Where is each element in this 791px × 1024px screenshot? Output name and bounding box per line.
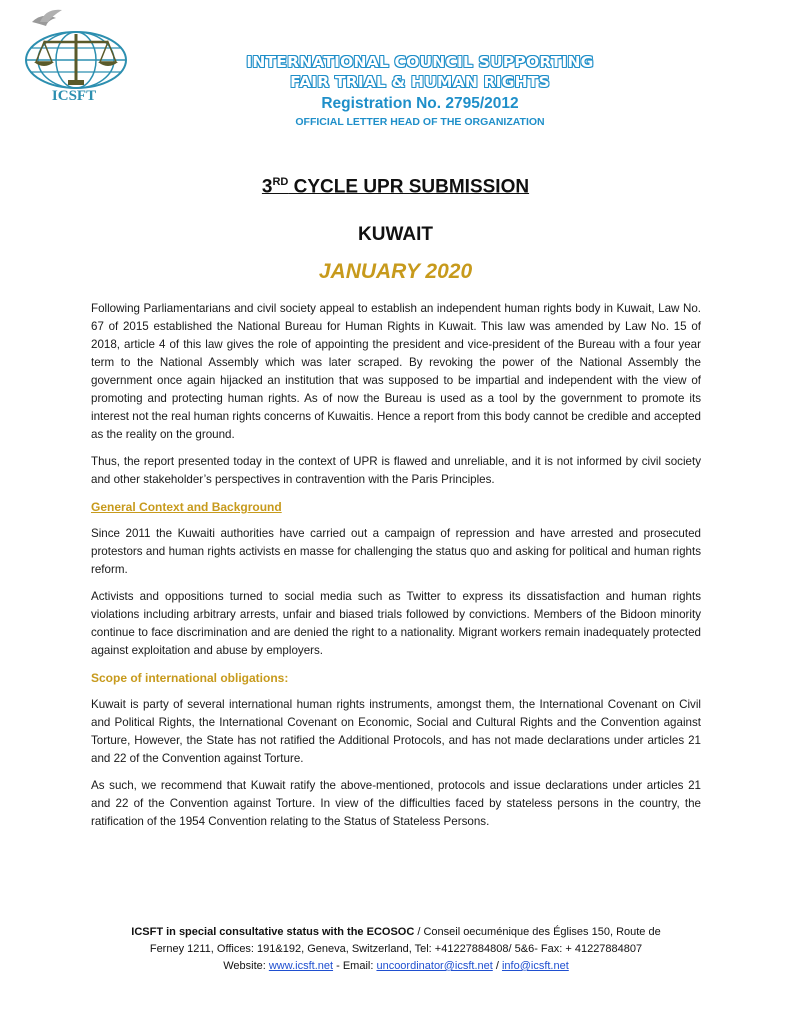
page-footer bbox=[90, 924, 702, 975]
logo-text: ICSFT bbox=[51, 88, 97, 104]
email-link-info[interactable]: info@icsft.net bbox=[501, 960, 569, 972]
document-title-block bbox=[0, 176, 791, 284]
section-heading-scope: Scope of international obligations: bbox=[91, 671, 289, 685]
organization-header bbox=[150, 52, 690, 130]
letterhead-caption: OFFICIAL LETTER HEAD OF THE ORGANIZATION bbox=[295, 116, 545, 128]
footer-line2: Ferney 1211, Offices: 191&192, Geneva, Switzerland, Tel: +41227884808/ 5&6- Fax: + 41227884807 bbox=[149, 943, 643, 955]
paragraph-activists: Activists and oppositions turned to social media such as Twitter to express its dissatisfaction and human rights violations including arbitrary arrests, unfair and biased trials followed by convictions. Members of the Bidoon minority continue to face discrimination and are denied the right to a nationality. Migrant workers remain inadequately protected against exploitation and abuse by employers. bbox=[91, 590, 701, 657]
registration-number: Registration No. 2795/2012 bbox=[321, 95, 519, 112]
document-title bbox=[262, 176, 529, 198]
submission-date: JANUARY 2020 bbox=[318, 260, 473, 284]
dove-scales-globe-icon bbox=[10, 8, 138, 92]
footer-line3 bbox=[90, 958, 702, 975]
paragraph-recommendation: As such, we recommend that Kuwait ratify the above-mentioned, protocols and issue declarations under articles 21 and 22 of the Convention against Torture. In view of the difficulties faced by stateless persons in the country, the ratification of the 1954 Convention relating to the Status of Stateless Persons. bbox=[91, 779, 701, 828]
paragraph-intro: Following Parliamentarians and civil society appeal to establish an independent human rights body in Kuwait, Law No. 67 of 2015 established the National Bureau for Human Rights in Kuwait. This law was amended by Law No. 15 of 2018, article 4 of this law gives the role of appointing the president and vice-president of the Bureau with a four year term to the National Assembly which was later scraped. By revoking the power of the National Assembly the government once again hijacked an institution that was supposed to be impartial and independent with the view of promoting and protecting human rights. As of now the Bureau is used as a tool by the government to promote its interest not the real human rights concerns of Kuwaitis. Hence a report from this body cannot be credible and accepted as the reality on the ground. bbox=[91, 302, 701, 441]
title-rest: CYCLE UPR SUBMISSION bbox=[288, 176, 530, 198]
email-link-coordinator[interactable]: uncoordinator@icsft.net bbox=[376, 960, 493, 972]
org-name-line2: FAIR TRIAL & HUMAN RIGHTS bbox=[290, 73, 550, 91]
title-superscript: RD bbox=[272, 176, 289, 188]
paragraph-upr-report: Thus, the report presented today in the context of UPR is flawed and unreliable, and it is not informed by civil society and other stakeholder’s perspectives in contravention with the Paris Principles. bbox=[91, 455, 701, 486]
document-body bbox=[91, 300, 701, 840]
footer-separator: / bbox=[492, 960, 502, 972]
section-heading-general-context: General Context and Background bbox=[91, 500, 282, 514]
paragraph-instruments: Kuwait is party of several international human rights instruments, amongst them, the International Covenant on Civil and Political Rights, the International Covenant on Economic, Social and Cultural Rights and the Convention against Torture, However, the State has not ratified the Additional Protocols, and has not made declarations under articles 21 and 22 of the Convention against Torture. bbox=[91, 698, 701, 765]
footer-line1 bbox=[90, 924, 702, 941]
footer-status: ICSFT in special consultative status with the ECOSOC bbox=[131, 926, 415, 938]
website-link[interactable]: www.icsft.net bbox=[268, 960, 334, 972]
paragraph-repression: Since 2011 the Kuwaiti authorities have carried out a campaign of repression and have arrested and prosecuted protestors and human rights activists en masse for challenging the status quo and asking for political and human rights reform. bbox=[91, 527, 701, 576]
footer-email-label: - Email: bbox=[333, 960, 377, 972]
footer-address-start: / Conseil oecuménique des Églises 150, Route de bbox=[414, 926, 661, 938]
org-name-line1: INTERNATIONAL COUNCIL SUPPORTING bbox=[246, 53, 594, 71]
footer-website-label: Website: bbox=[223, 960, 269, 972]
title-prefix: 3 bbox=[261, 176, 273, 198]
country-title: KUWAIT bbox=[358, 224, 433, 246]
organization-logo bbox=[10, 8, 138, 108]
